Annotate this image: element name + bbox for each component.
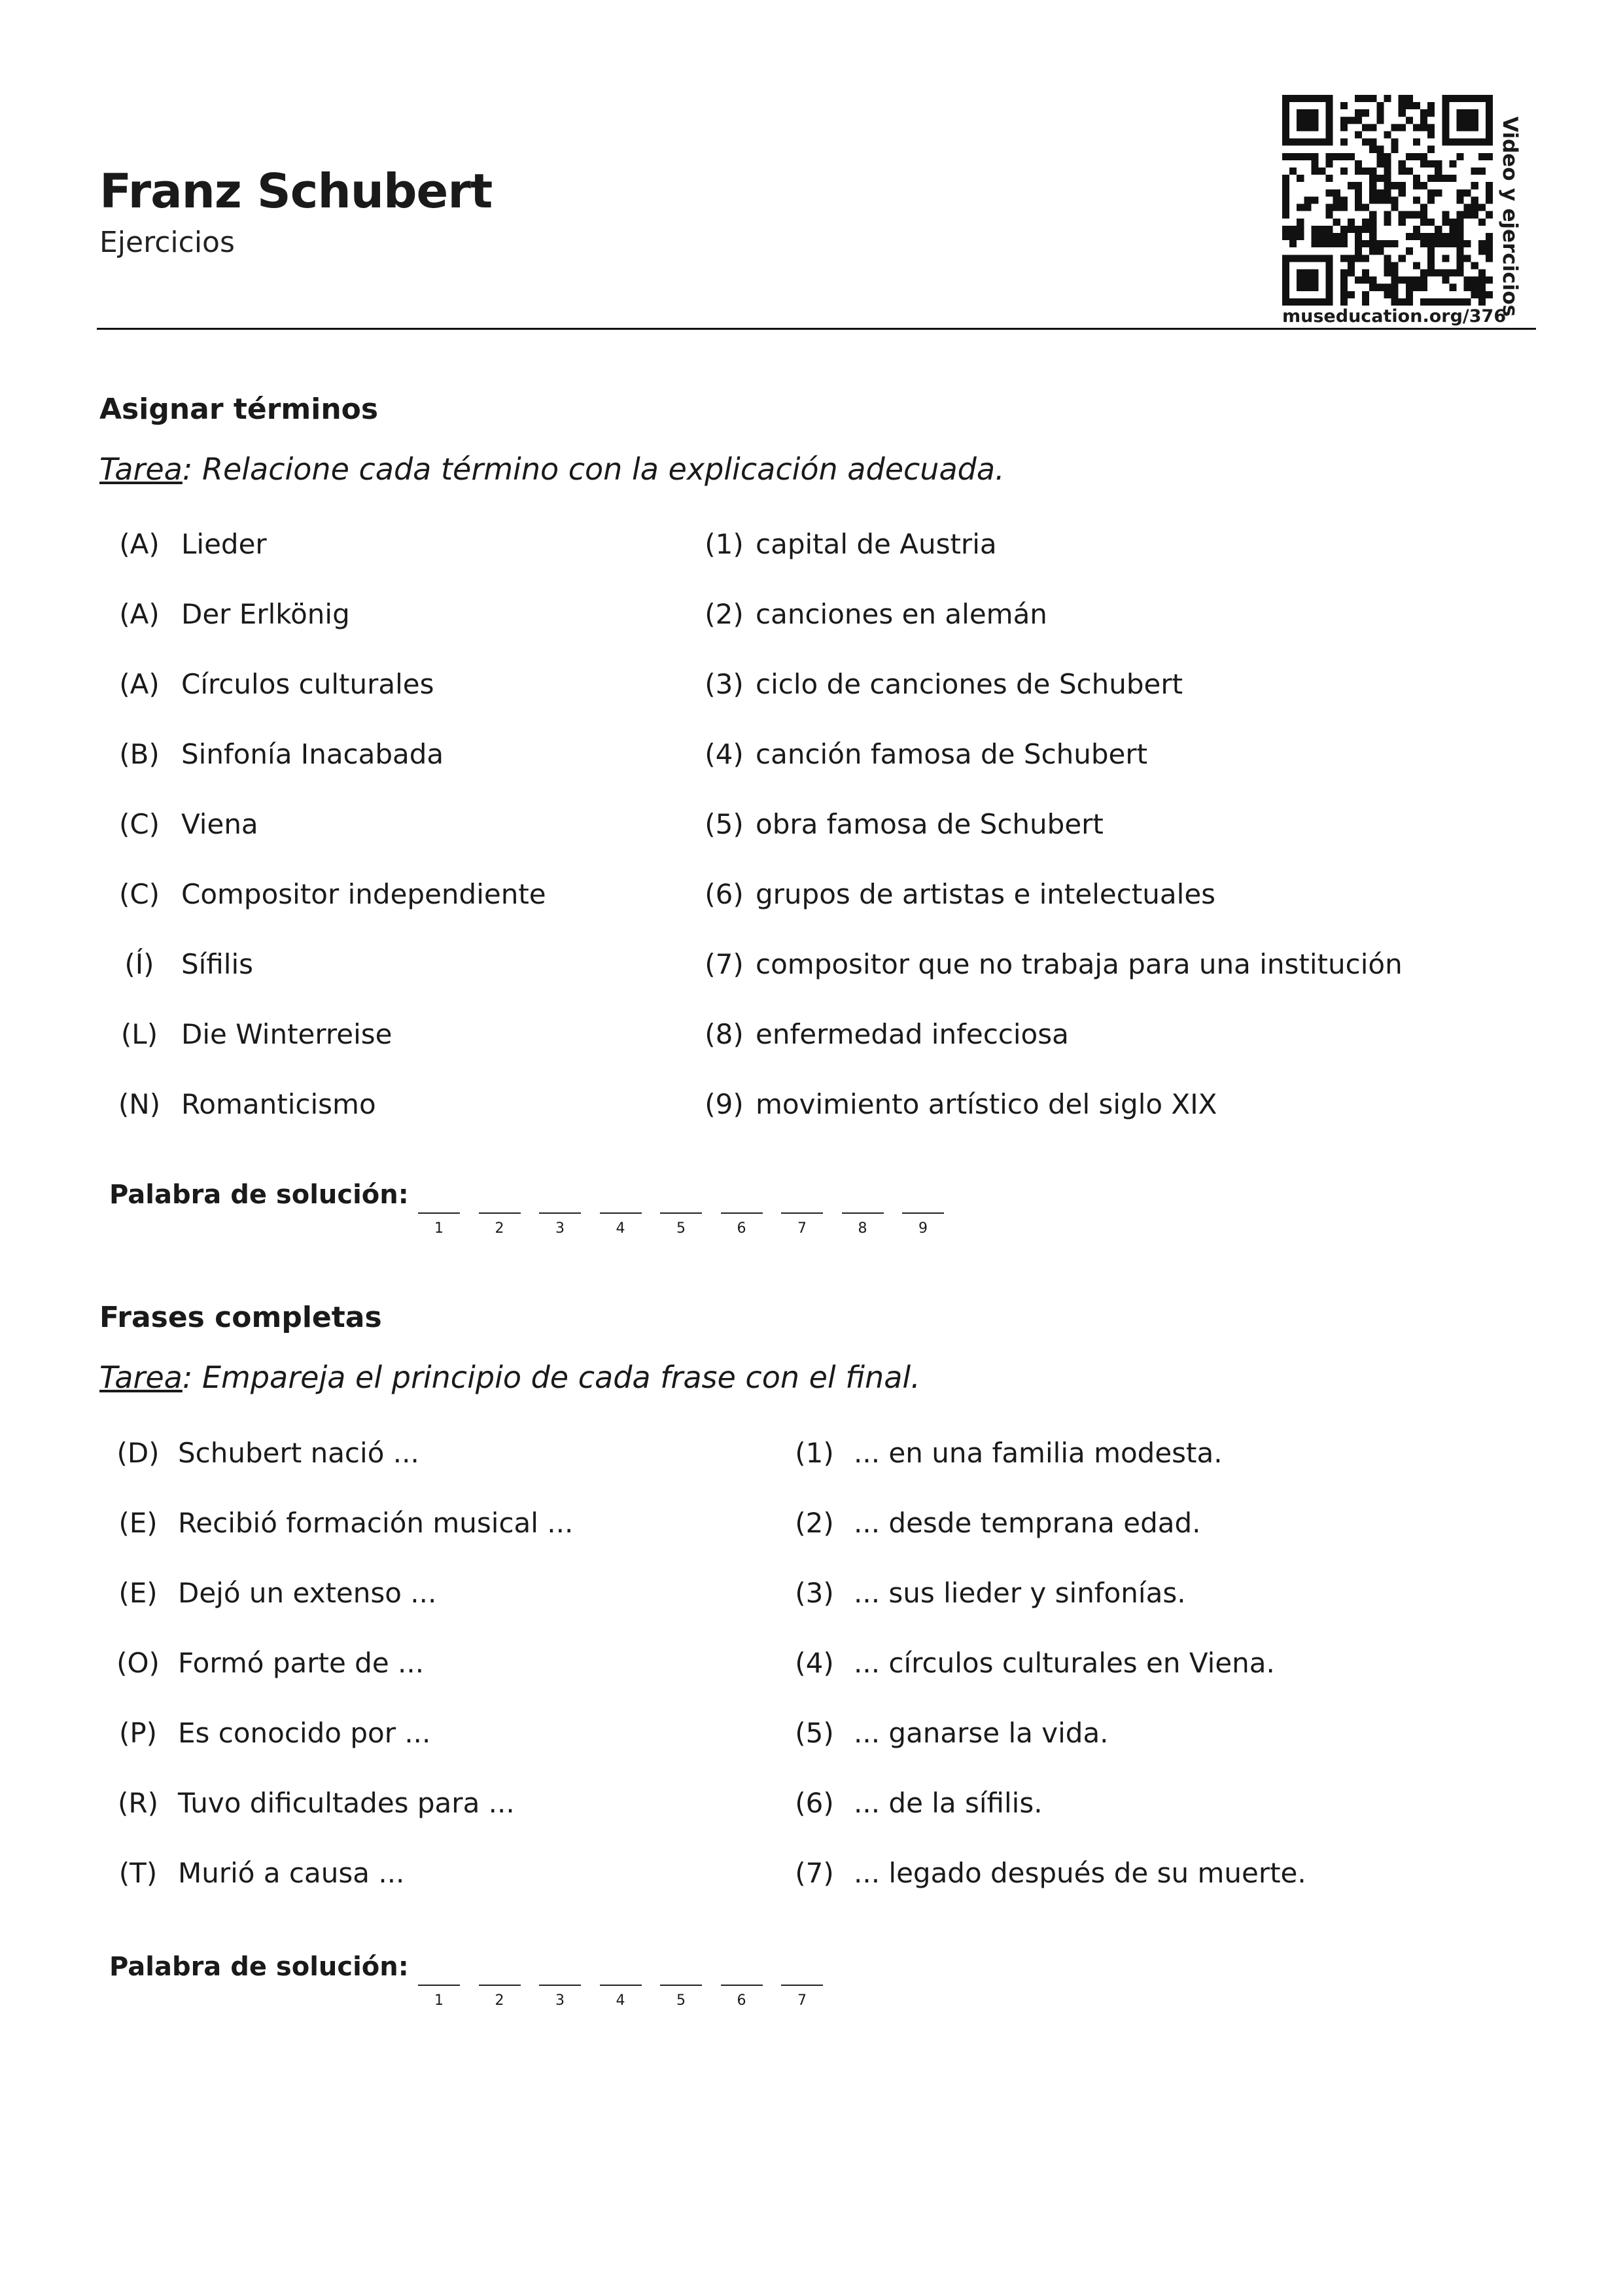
sentence-end-number: (3)	[795, 1577, 834, 1609]
explanation-text: compositor que no trabaja para una institución	[756, 948, 1403, 980]
sentence-start-letter: (R)	[118, 1787, 158, 1819]
solution-blank-number: 8	[858, 1220, 867, 1237]
task-label: Tarea	[99, 451, 183, 487]
explanation-number: (7)	[705, 948, 744, 980]
term-letter: (N)	[118, 1088, 161, 1120]
solution-blank-number: 9	[918, 1220, 928, 1237]
sentence-start-text: Es conocido por ...	[178, 1717, 431, 1749]
task-instruction-2	[99, 1360, 920, 1395]
section-title-asignar: Asignar términos	[99, 393, 379, 426]
sentence-start-letter: (E)	[118, 1577, 158, 1609]
sentence-start-letter: (D)	[116, 1437, 160, 1469]
term-text: Círculos culturales	[181, 668, 434, 700]
explanation-text: canción famosa de Schubert	[756, 738, 1148, 770]
explanation-text: canciones en alemán	[756, 598, 1047, 630]
solution-blank[interactable]	[842, 1212, 884, 1214]
explanation-text: movimiento artístico del siglo XIX	[756, 1088, 1217, 1120]
sentence-start-text: Tuvo dificultades para ...	[178, 1787, 515, 1819]
sentence-end-number: (4)	[795, 1647, 834, 1679]
solution-blank[interactable]	[781, 1212, 823, 1214]
explanation-text: grupos de artistas e intelectuales	[756, 878, 1216, 910]
sentence-end-text: ... legado después de su muerte.	[854, 1857, 1306, 1889]
explanation-number: (6)	[705, 878, 744, 910]
solution-blank[interactable]	[479, 1985, 521, 1986]
term-text: Compositor independiente	[181, 878, 546, 910]
sentence-start-text: Formó parte de ...	[178, 1647, 425, 1679]
task-instruction-1	[99, 451, 1005, 487]
explanation-number: (5)	[705, 808, 744, 840]
solution-blank[interactable]	[539, 1985, 581, 1986]
term-letter: (B)	[119, 738, 160, 770]
explanation-text: obra famosa de Schubert	[756, 808, 1104, 840]
sentence-end-number: (2)	[795, 1507, 834, 1539]
solution-blank[interactable]	[418, 1212, 460, 1214]
sentence-end-text: ... sus lieder y sinfonías.	[854, 1577, 1186, 1609]
qr-side-label: Video y ejercicios	[1498, 116, 1522, 317]
term-text: Lieder	[181, 528, 267, 560]
task-text: : Relacione cada término con la explicación adecuada.	[182, 451, 1005, 487]
sentence-start-letter: (O)	[116, 1647, 160, 1679]
solution-blank[interactable]	[660, 1212, 702, 1214]
solution-blank-number: 2	[495, 1220, 504, 1237]
solution-blank[interactable]	[600, 1985, 642, 1986]
solution-blank-number: 4	[616, 1220, 625, 1237]
solution-blank[interactable]	[479, 1212, 521, 1214]
term-letter: (Í)	[124, 948, 154, 980]
term-letter: (A)	[119, 528, 160, 560]
sentence-start-letter: (T)	[118, 1857, 158, 1889]
sentence-end-text: ... círculos culturales en Viena.	[854, 1647, 1275, 1679]
sentence-end-text: ... desde temprana edad.	[854, 1507, 1201, 1539]
solution-blank-number: 3	[555, 1992, 565, 2009]
term-letter: (L)	[120, 1018, 158, 1050]
term-text: Sífilis	[181, 948, 254, 980]
sentence-end-number: (5)	[795, 1717, 834, 1749]
page-title: Franz Schubert	[99, 164, 493, 219]
solution-blank-number: 7	[797, 1992, 807, 2009]
explanation-text: capital de Austria	[756, 528, 997, 560]
sentence-end-number: (1)	[795, 1437, 834, 1469]
explanation-number: (4)	[705, 738, 744, 770]
header-divider	[97, 328, 1536, 330]
solution-blank-number: 6	[737, 1992, 746, 2009]
sentence-start-letter: (P)	[118, 1717, 158, 1749]
term-text: Romanticismo	[181, 1088, 376, 1120]
explanation-text: ciclo de canciones de Schubert	[756, 668, 1183, 700]
explanation-number: (3)	[705, 668, 744, 700]
sentence-start-text: Schubert nació ...	[178, 1437, 419, 1469]
sentence-start-letter: (E)	[118, 1507, 158, 1539]
solution-blank-number: 5	[676, 1992, 686, 2009]
term-letter: (A)	[119, 668, 160, 700]
task-label: Tarea	[99, 1360, 183, 1395]
sentence-start-text: Recibió formación musical ...	[178, 1507, 574, 1539]
sentence-end-text: ... de la sífilis.	[854, 1787, 1043, 1819]
solution-blank[interactable]	[660, 1985, 702, 1986]
task-text: : Empareja el principio de cada frase con el final.	[182, 1360, 920, 1395]
solution-blank-number: 2	[495, 1992, 504, 2009]
solution-blank-number: 6	[737, 1220, 746, 1237]
explanation-text: enfermedad infecciosa	[756, 1018, 1069, 1050]
solution-blank-number: 5	[676, 1220, 686, 1237]
qr-code-icon[interactable]	[1282, 95, 1493, 306]
solution-label-1: Palabra de solución:	[109, 1180, 409, 1210]
term-letter: (A)	[119, 598, 160, 630]
sentence-start-text: Dejó un extenso ...	[178, 1577, 437, 1609]
solution-blank[interactable]	[721, 1212, 763, 1214]
solution-blank-number: 3	[555, 1220, 565, 1237]
term-text: Der Erlkönig	[181, 598, 350, 630]
solution-blank[interactable]	[721, 1985, 763, 1986]
solution-blank-number: 4	[616, 1992, 625, 2009]
sentence-end-number: (7)	[795, 1857, 834, 1889]
term-text: Die Winterreise	[181, 1018, 393, 1050]
solution-blank[interactable]	[902, 1212, 944, 1214]
solution-blank-number: 1	[434, 1992, 444, 2009]
solution-blank[interactable]	[600, 1212, 642, 1214]
explanation-number: (1)	[705, 528, 744, 560]
explanation-number: (8)	[705, 1018, 744, 1050]
sentence-end-text: ... ganarse la vida.	[854, 1717, 1109, 1749]
solution-blank-number: 1	[434, 1220, 444, 1237]
term-letter: (C)	[118, 808, 160, 840]
solution-blank[interactable]	[418, 1985, 460, 1986]
solution-label-2: Palabra de solución:	[109, 1952, 409, 1982]
term-text: Viena	[181, 808, 258, 840]
sentence-start-text: Murió a causa ...	[178, 1857, 405, 1889]
solution-blank-number: 7	[797, 1220, 807, 1237]
section-title-frases: Frases completas	[99, 1301, 382, 1334]
page-subtitle: Ejercicios	[99, 226, 235, 259]
term-text: Sinfonía Inacabada	[181, 738, 444, 770]
sentence-end-number: (6)	[795, 1787, 834, 1819]
explanation-number: (2)	[705, 598, 744, 630]
explanation-number: (9)	[705, 1088, 744, 1120]
qr-url-label[interactable]: museducation.org/376	[1282, 306, 1507, 327]
sentence-end-text: ... en una familia modesta.	[854, 1437, 1223, 1469]
term-letter: (C)	[118, 878, 160, 910]
solution-blank[interactable]	[781, 1985, 823, 1986]
solution-blank[interactable]	[539, 1212, 581, 1214]
